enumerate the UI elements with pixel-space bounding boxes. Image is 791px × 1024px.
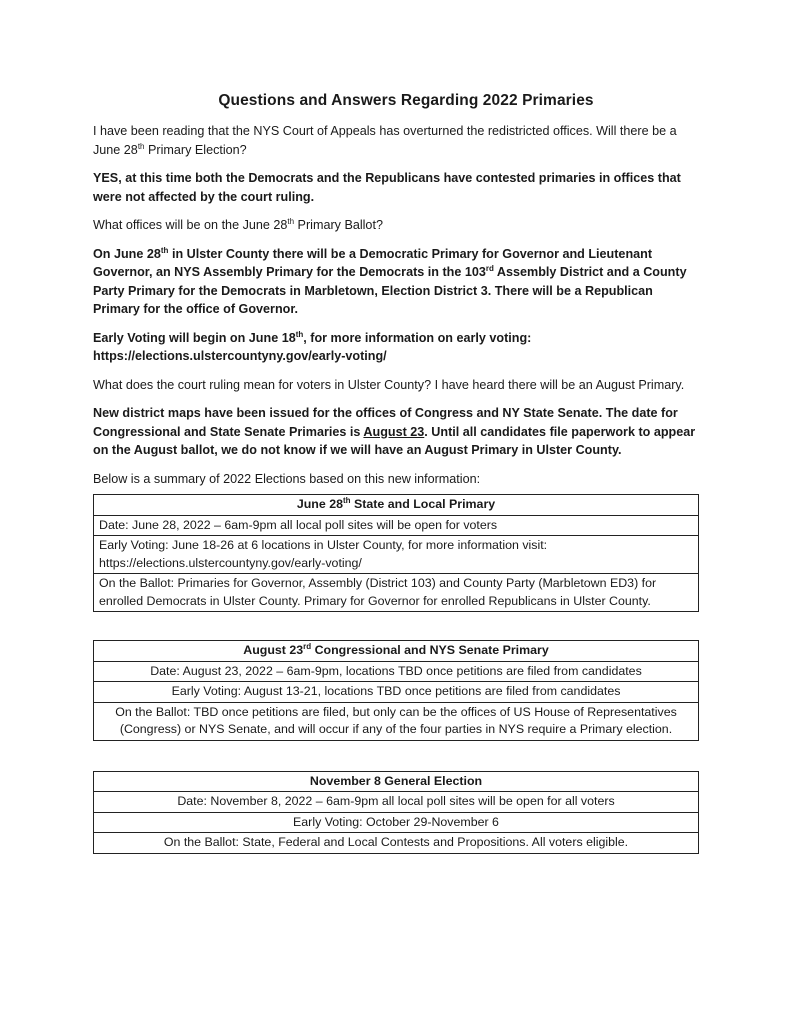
august-primary-table	[93, 640, 699, 741]
table-header: June 28th State and Local Primary	[94, 495, 699, 516]
table-cell: On the Ballot: Primaries for Governor, Assembly (District 103) and County Party (Marbletown ED3) for enrolled Democrats in Ulster County. Primary for Governor for enrolled Republicans in Ulster County.	[94, 574, 699, 612]
table-cell: On the Ballot: State, Federal and Local Contests and Propositions. All voters eligible.	[94, 833, 699, 854]
august-date-link: August 23	[363, 424, 425, 439]
table-row	[94, 661, 699, 682]
table-cell: Date: August 23, 2022 – 6am-9pm, locations TBD once petitions are filed from candidates	[94, 661, 699, 682]
table-row	[94, 812, 699, 833]
table-row	[94, 702, 699, 740]
table-header: August 23rd Congressional and NYS Senate Primary	[94, 641, 699, 662]
table-row	[94, 536, 699, 574]
answer-june-primary: YES, at this time both the Democrats and the Republicans have contested primaries in offices that were not affected by the court ruling.	[93, 171, 681, 204]
spacer	[93, 741, 699, 771]
table-header-row	[94, 495, 699, 516]
table-cell: Date: November 8, 2022 – 6am-9pm all local poll sites will be open for all voters	[94, 792, 699, 813]
answer-court-ruling: New district maps have been issued for the offices of Congress and NY State Senate. The date for Congressional and State Senate Primaries is August 23. Until all candidates file paperwork to appear on the August ballot, we do not know if we will have an August Primary in Ulster County.	[93, 406, 696, 457]
summary-intro: Below is a summary of 2022 Elections based on this new information:	[93, 471, 481, 486]
table-header-row	[94, 641, 699, 662]
question-offices: What offices will be on the June 28th Primary Ballot?	[93, 217, 383, 232]
early-voting-note: Early Voting will begin on June 18th, for more information on early voting: https://elections.ulstercountyny.gov/early-voting/	[93, 329, 532, 363]
table-row	[94, 515, 699, 536]
question-court-ruling: What does the court ruling mean for voters in Ulster County? I have heard there will be an August Primary.	[93, 377, 685, 392]
june-primary-table	[93, 494, 699, 612]
table-cell: On the Ballot: TBD once petitions are filed, but only can be the offices of US House of Representatives (Congress) or NYS Senate, and will occur if any of the four parties in NYS require a Primary election.	[94, 702, 699, 740]
question-june-primary: I have been reading that the NYS Court of Appeals has overturned the redistricted offices. Will there be a June 28th Primary Election?	[93, 124, 677, 157]
page-title: Questions and Answers Regarding 2022 Primaries	[218, 92, 594, 109]
table-cell: Early Voting: June 18-26 at 6 locations in Ulster County, for more information visit: https://elections.ulstercountyny.gov/early-voting/	[94, 536, 699, 574]
table-header: November 8 General Election	[94, 771, 699, 792]
table-header-row	[94, 771, 699, 792]
november-general-table	[93, 771, 699, 854]
table-cell: Early Voting: August 13-21, locations TBD once petitions are filed from candidates	[94, 682, 699, 703]
table-cell: Early Voting: October 29-November 6	[94, 812, 699, 833]
spacer	[93, 612, 699, 640]
table-row	[94, 833, 699, 854]
table-cell: Date: June 28, 2022 – 6am-9pm all local poll sites will be open for voters	[94, 515, 699, 536]
table-row	[94, 574, 699, 612]
document-page	[93, 92, 699, 854]
answer-offices: On June 28th in Ulster County there will be a Democratic Primary for Governor and Lieutenant Governor, an NYS Assembly Primary for the Democrats in the 103rd Assembly District and a County Party Primary for the Democrats in Marbletown, Election District 3. There will be a Republican Primary for the office of Governor.	[93, 245, 687, 316]
table-row	[94, 792, 699, 813]
table-row	[94, 682, 699, 703]
